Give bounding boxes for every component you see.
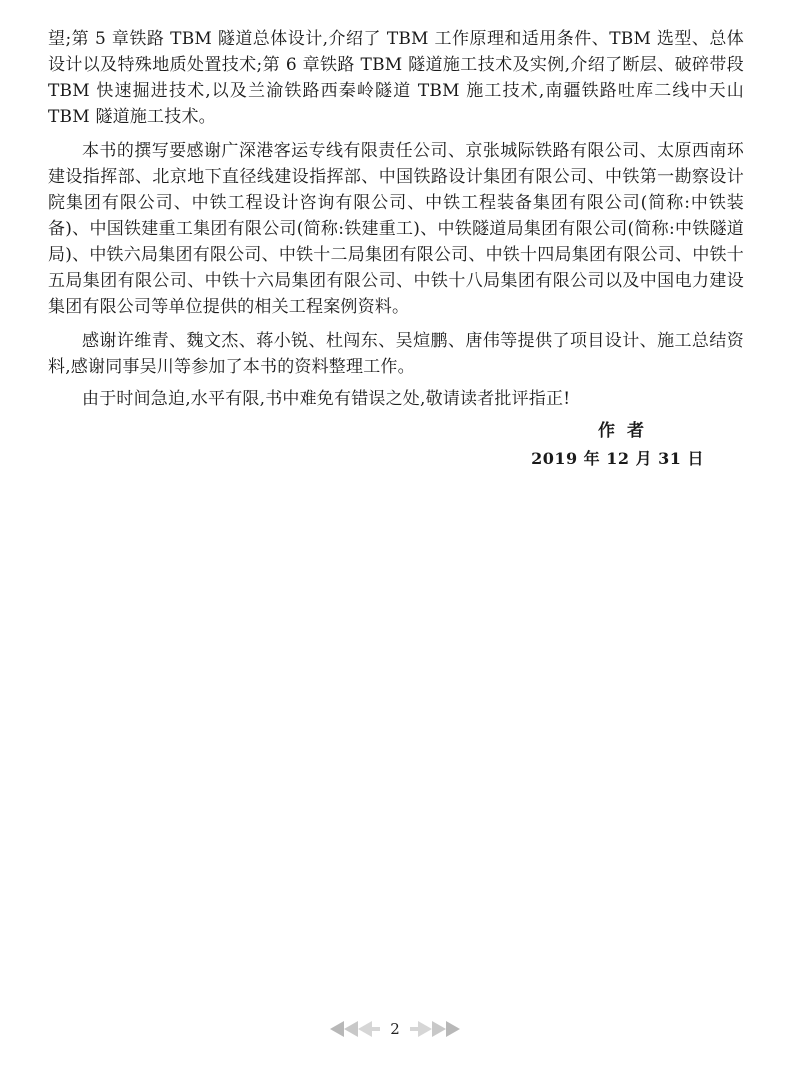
signature-block: [48, 416, 744, 472]
page-footer: [0, 1020, 790, 1038]
arrow-right-icon: [410, 1020, 460, 1038]
document-page: [48, 26, 744, 472]
paragraph-acknowledgement-people: 感谢许维青、魏文杰、蒋小锐、杜闯东、吴煊鹏、唐伟等提供了项目设计、施工总结资料,感谢同事吴川等参加了本书的资料整理工作。: [48, 331, 744, 377]
page-number: 2: [390, 1020, 400, 1038]
paragraph-apology: 由于时间急迫,水平有限,书中难免有错误之处,敬请读者批评指正!: [82, 389, 571, 409]
paragraph-acknowledgement-organizations: 本书的撰写要感谢广深港客运专线有限责任公司、京张城际铁路有限公司、太原西南环建设指挥部、北京地下直径线建设指挥部、中国铁路设计集团有限公司、中铁第一勘察设计院集团有限公司、中铁工程设计咨询有限公司、中铁工程装备集团有限公司(简称:中铁装备)、中国铁建重工集团有限公司(简称:铁建重工)、中铁隧道局集团有限公司(简称:中铁隧道局)、中铁六局集团有限公司、中铁十二局集团有限公司、中铁十四局集团有限公司、中铁十五局集团有限公司、中铁十六局集团有限公司、中铁十八局集团有限公司以及中国电力建设集团有限公司等单位提供的相关工程案例资料。: [48, 141, 744, 317]
signature-date: 2019 年 12 月 31 日: [531, 449, 704, 468]
arrow-left-icon: [330, 1020, 380, 1038]
paragraph-chapter-summary: 望;第 5 章铁路 TBM 隧道总体设计,介绍了 TBM 工作原理和适用条件、TBM 选型、总体设计以及特殊地质处置技术;第 6 章铁路 TBM 隧道施工技术及实例,介绍了断层、破碎带段 TBM 快速掘进技术,以及兰渝铁路西秦岭隧道 TBM 施工技术,南疆铁路吐库二线中天山 TBM 隧道施工技术。: [48, 29, 744, 127]
author-signature: 作者: [598, 421, 656, 441]
